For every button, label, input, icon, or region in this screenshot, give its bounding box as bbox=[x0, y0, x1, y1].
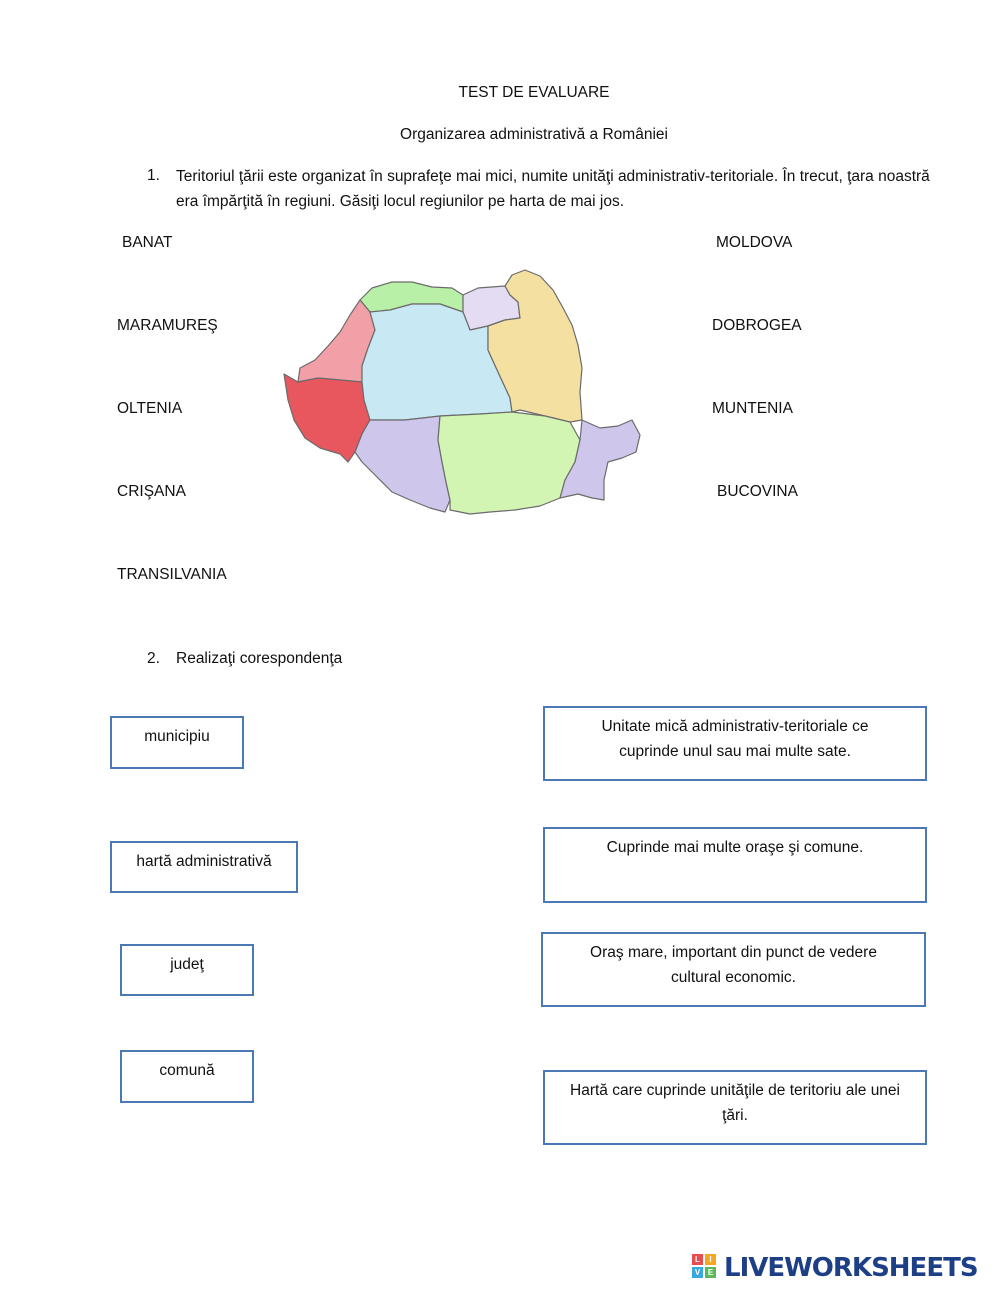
definition-box-1[interactable]: Unitate mică administrativ-teritoriale ce cuprinde unul sau mai multe sate. bbox=[543, 706, 927, 781]
map-region-oltenia[interactable] bbox=[355, 416, 450, 512]
page-subtitle: Organizarea administrativă a României bbox=[400, 126, 668, 143]
term-box-comuna[interactable]: comună bbox=[120, 1050, 254, 1103]
question-2-number: 2. bbox=[147, 650, 160, 667]
region-label-moldova[interactable]: MOLDOVA bbox=[716, 234, 793, 251]
definition-box-4[interactable]: Hartă care cuprinde unităţile de teritoriu ale unei ţări. bbox=[543, 1070, 927, 1145]
region-label-crisana[interactable]: CRIŞANA bbox=[117, 483, 186, 500]
romania-regions-map bbox=[0, 0, 1000, 560]
question-2-text: Realizaţi corespondenţa bbox=[176, 650, 343, 667]
term-box-harta-administrativa[interactable]: hartă administrativă bbox=[110, 841, 298, 893]
question-1-text: Teritoriul ţării este organizat în suprafeţe mai mici, numite unităţi administrativ-teritoriale. În trecut, ţara noastră era împărţită în regiuni. Găsiţi locul regiunilor pe harta de mai jos. bbox=[176, 168, 930, 210]
page-title: TEST DE EVALUARE bbox=[458, 84, 610, 101]
region-label-maramures[interactable]: MARAMUREŞ bbox=[117, 317, 218, 334]
liveworksheets-logo-icon: L I V E bbox=[692, 1254, 720, 1282]
region-label-transilvania[interactable]: TRANSILVANIA bbox=[117, 566, 227, 583]
definition-box-2[interactable]: Cuprinde mai multe oraşe şi comune. bbox=[543, 827, 927, 903]
liveworksheets-logo-text: LIVEWORKSHEETS bbox=[724, 1253, 978, 1283]
term-box-municipiu[interactable]: municipiu bbox=[110, 716, 244, 769]
term-box-judet[interactable]: judeţ bbox=[120, 944, 254, 996]
map-region-muntenia[interactable] bbox=[438, 412, 580, 514]
region-label-oltenia[interactable]: OLTENIA bbox=[117, 400, 183, 417]
definition-box-3[interactable]: Oraş mare, important din punct de vedere cultural economic. bbox=[541, 932, 926, 1007]
region-label-muntenia[interactable]: MUNTENIA bbox=[712, 400, 793, 417]
question-1-number: 1. bbox=[147, 167, 160, 184]
region-label-banat[interactable]: BANAT bbox=[122, 234, 173, 251]
region-label-bucovina[interactable]: BUCOVINA bbox=[717, 483, 798, 500]
liveworksheets-logo bbox=[692, 1252, 992, 1284]
region-label-dobrogea[interactable]: DOBROGEA bbox=[712, 317, 802, 334]
